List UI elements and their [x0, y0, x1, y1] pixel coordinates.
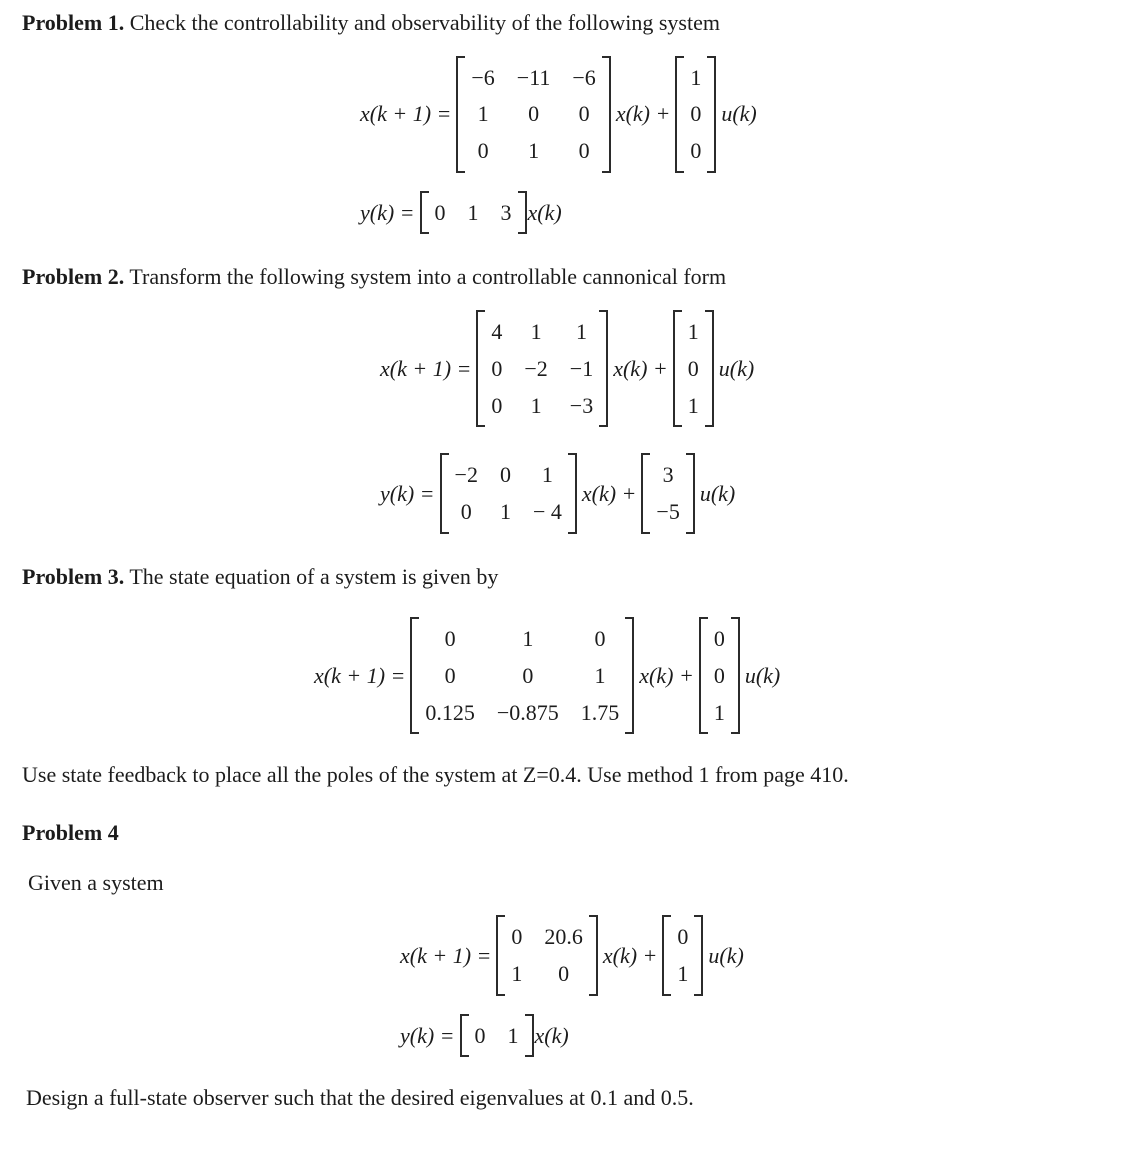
matrix-cell: 0 — [687, 355, 699, 381]
matrix-cell: 1 — [576, 319, 587, 345]
matrix-cell: 3 — [662, 462, 674, 488]
matrix-cell: 0 — [690, 138, 702, 164]
p1-B-matrix — [675, 56, 716, 173]
matrix-cell: 0.125 — [425, 699, 475, 725]
p4-given: Given a system — [28, 869, 164, 895]
p3-note: Use state feedback to place all the poles of the system at Z=0.4. Use method 1 from page 410. — [22, 762, 849, 788]
p4-output-rhs: x(k) — [534, 1022, 569, 1048]
p2-C-matrix — [440, 453, 577, 533]
matrix-cell: 0 — [444, 626, 456, 652]
matrix-cell: 1 — [467, 199, 479, 225]
p4-C-matrix — [460, 1014, 534, 1058]
matrix-cell: −5 — [656, 498, 680, 524]
p4-A-matrix — [496, 915, 598, 995]
matrix-cell: 1 — [541, 462, 553, 488]
matrix-cell: 3 — [500, 199, 512, 225]
p2-state-rhs: u(k) — [718, 355, 755, 381]
matrix-cell: −6 — [572, 64, 596, 90]
matrix-cell: 0 — [474, 1022, 486, 1048]
p3-intro: The state equation of a system is given by — [124, 563, 499, 589]
matrix-cell: 0 — [444, 662, 456, 688]
p1-heading — [22, 8, 1122, 38]
p4-state-rhs: u(k) — [708, 942, 744, 968]
p2-heading — [22, 262, 1122, 292]
matrix-cell: 4 — [491, 319, 503, 345]
matrix-cell: −6 — [471, 64, 495, 90]
p2-output-equation — [380, 453, 1122, 533]
p4-B-matrix — [662, 915, 703, 995]
matrix-cell: 1 — [499, 498, 511, 524]
p3-state-mid: x(k) + — [639, 662, 694, 688]
matrix-cell: 0 — [434, 199, 446, 225]
matrix-cell: 0 — [578, 138, 590, 164]
matrix-cell: 1 — [687, 392, 699, 418]
matrix-cell: 0 — [713, 662, 725, 688]
matrix-cell: −2 — [454, 462, 478, 488]
p2-D-matrix — [641, 453, 694, 533]
p4-heading — [22, 818, 1122, 848]
p1-output-rhs: x(k) — [527, 199, 562, 225]
matrix-cell: 0 — [511, 924, 523, 950]
matrix-cell: 0 — [522, 662, 534, 688]
p2-state-lhs: x(k + 1) = — [380, 355, 472, 381]
matrix-cell: 20.6 — [544, 924, 583, 950]
matrix-cell: 0 — [578, 101, 590, 127]
matrix-cell: 1 — [507, 1022, 519, 1048]
p4-output-equation — [400, 1014, 1122, 1058]
matrix-cell: 1 — [528, 138, 540, 164]
p2-output-lhs: y(k) = — [380, 480, 435, 506]
p4-state-equation — [400, 915, 1122, 995]
matrix-cell: 0 — [690, 101, 702, 127]
p4-state-lhs: x(k + 1) = — [400, 942, 492, 968]
matrix-cell: 1 — [511, 961, 523, 987]
p4-note: Design a full-state observer such that the desired eigenvalues at 0.1 and 0.5. — [26, 1085, 694, 1111]
matrix-cell: 0 — [558, 961, 570, 987]
p1-state-lhs: x(k + 1) = — [360, 101, 452, 127]
matrix-cell: 1.75 — [580, 699, 620, 725]
p2-B-matrix — [673, 310, 714, 427]
p1-label: Problem 1. — [22, 10, 125, 35]
matrix-cell: 0 — [477, 138, 489, 164]
p1-C-matrix — [420, 191, 527, 235]
matrix-cell: 1 — [690, 64, 702, 90]
matrix-cell: 1 — [677, 961, 689, 987]
matrix-cell: 0 — [499, 462, 511, 488]
p2-A-matrix — [476, 310, 608, 427]
p4-output-lhs: y(k) = — [400, 1022, 455, 1048]
p2-label: Problem 2. — [22, 264, 125, 290]
p1-intro: Check the controllability and observability of the following system — [124, 10, 720, 35]
matrix-cell: −3 — [569, 392, 594, 418]
p4-state-mid: x(k) + — [602, 942, 658, 968]
matrix-cell: 1 — [530, 392, 542, 418]
matrix-cell: 1 — [687, 319, 699, 345]
p2-state-mid: x(k) + — [613, 355, 668, 381]
p1-state-rhs: u(k) — [721, 101, 757, 127]
p3-B-matrix — [699, 617, 740, 734]
p3-heading — [22, 562, 1122, 592]
p4-label: Problem 4 — [22, 820, 119, 845]
matrix-cell: 1 — [594, 662, 606, 688]
matrix-cell: 1 — [713, 699, 725, 725]
p3-A-matrix — [410, 617, 634, 734]
p2-intro: Transform the following system into a controllable cannonical form — [124, 264, 727, 290]
matrix-cell: −1 — [569, 355, 594, 381]
p3-state-equation — [314, 617, 1122, 734]
p3-state-lhs: x(k + 1) = — [314, 662, 406, 688]
matrix-cell: − 4 — [532, 498, 562, 524]
matrix-cell: 0 — [528, 101, 540, 127]
p1-A-matrix — [456, 56, 610, 173]
matrix-cell: 0 — [460, 498, 472, 524]
p1-state-equation — [360, 56, 1122, 173]
matrix-cell: 0 — [491, 392, 503, 418]
p1-output-equation — [360, 191, 1122, 235]
p3-state-rhs: u(k) — [744, 662, 781, 688]
p1-state-mid: x(k) + — [615, 101, 671, 127]
matrix-cell: 0 — [713, 626, 725, 652]
p2-output-rhs: u(k) — [699, 480, 736, 506]
matrix-cell: −0.875 — [496, 699, 559, 725]
matrix-cell: −2 — [524, 355, 548, 381]
p2-state-equation — [380, 310, 1122, 427]
matrix-cell: 0 — [594, 626, 606, 652]
matrix-cell: 1 — [477, 101, 489, 127]
matrix-cell: −11 — [516, 64, 551, 90]
matrix-cell: 0 — [491, 355, 503, 381]
p3-label: Problem 3. — [22, 563, 125, 589]
p1-output-lhs: y(k) = — [360, 199, 415, 225]
matrix-cell: 0 — [677, 924, 689, 950]
matrix-cell: 1 — [522, 626, 534, 652]
p2-output-mid: x(k) + — [581, 480, 637, 506]
matrix-cell: 1 — [530, 319, 542, 345]
